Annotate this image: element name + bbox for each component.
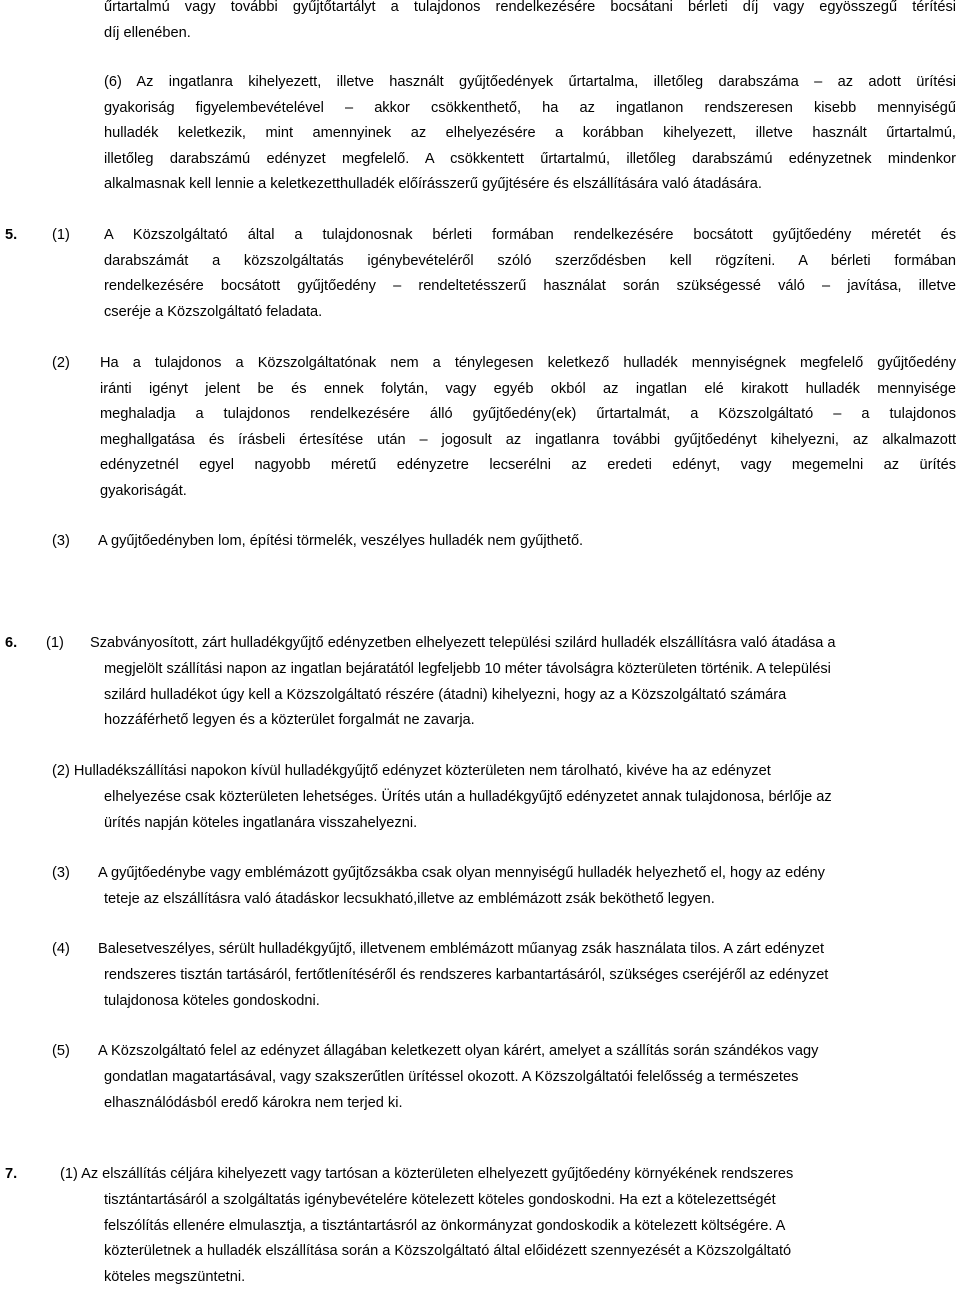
paragraph-label: (2) xyxy=(52,355,70,371)
paragraph-6-2 xyxy=(52,759,771,785)
text-line: Balesetveszélyes, sérült hulladékgyűjtő, illetvenem emblémázott műanyag zsák használata tilos. A zárt edényzet xyxy=(98,941,825,957)
section-number: 7. xyxy=(5,1166,18,1182)
text-line: (6) Az ingatlanra kihelyezett, illetve használt gyűjtőedények űrtartalma, illetőleg darabszáma – az adott ürítési xyxy=(104,74,956,90)
text-line: űrtartalmú vagy további gyűjtőtartályt a tulajdonos rendelkezésére bocsátani bérleti díj vagy egyösszegű térítési xyxy=(104,0,956,15)
text-line: illetőleg darabszámú edényzet megfelelő. A csökkentett űrtartalmú, illetőleg darabszámú edényzetnek mindenkor xyxy=(104,150,956,167)
text-line: iránti igényt jelent be és ennek folytán, vagy egyéb okból az ingatlan elé kirakott hulladék mennyisége xyxy=(100,380,956,397)
text-line: meghaladja a tulajdonos rendelkezésére álló gyűjtőedény(ek) űrtartalmát, a Közszolgáltató – a tulajdonos xyxy=(100,406,956,423)
text-line: edényzetnél egyel nagyobb méretű edényzetre lecserélni az eredeti edényt, vagy megemelni az ürítés xyxy=(100,457,956,474)
text-line: elhasználódásból eredő károkra nem terjed ki. xyxy=(104,1094,403,1111)
text-line: hozzáférhető legyen és a közterület forgalmát ne zavarja. xyxy=(104,712,475,729)
paragraph-6-2-cont xyxy=(104,785,832,836)
paragraph-6-5 xyxy=(98,1039,818,1065)
paragraph-5-3 xyxy=(98,529,583,555)
text-line: cseréje a Közszolgáltató feladata. xyxy=(104,303,323,320)
text-line: gondatlan magatartásával, vagy szakszerűtlen ürítéssel okozott. A Közszolgáltatói felelősség a természetes xyxy=(104,1069,799,1085)
paragraph-7-1 xyxy=(60,1162,793,1188)
paragraph-6-4-cont xyxy=(104,963,828,1014)
text-line: gyakoriság figyelembevételével – akkor csökkenthető, ha az ingatlanon rendszeresen kisebb mennyiségű xyxy=(104,99,956,116)
text-line: hulladék keletkezik, mint amennyinek az elhelyezésére a korábban kihelyezett, illetve használt űrtartalmú, xyxy=(104,125,956,142)
text-line: szilárd hulladékot úgy kell a Közszolgáltató részére (átadni) kihelyezni, hogy az a Közszolgáltató számára xyxy=(104,686,787,703)
text-line: köteles megszüntetni. xyxy=(104,1268,246,1285)
text-line: rendszeres tisztán tartásáról, fertőtlenítéséről és rendszeres karbantartásáról, szükséges cseréjéről az edényzet xyxy=(104,967,829,983)
text-line: (1) Az elszállítás céljára kihelyezett vagy tartósan a közterületen elhelyezett gyűjtőedény környékének rendszeres xyxy=(60,1166,794,1182)
text-line: darabszámát a közszolgáltatás igénybevételéről szóló szerződésben kell rögzíteni. A bérleti formában xyxy=(104,252,956,269)
paragraph-6-3-cont xyxy=(104,887,715,913)
text-line: (2) Hulladékszállítási napokon kívül hulladékgyűjtő edényzet közterületen nem tárolható, kivéve ha az edényzet xyxy=(52,763,771,779)
paragraph-5-1 xyxy=(104,223,956,325)
paragraph-5-2 xyxy=(100,351,956,505)
paragraph-7-1-cont xyxy=(104,1188,791,1290)
text-line: elhelyezése csak közterületen lehetséges. Ürítés után a hulladékgyűjtő edényzetet annak tulajdonosa, bérlője az xyxy=(104,789,832,805)
text-line: közterületnek a hulladék elszállítása során a Közszolgáltató által előidézett szennyezését a Közszolgáltató xyxy=(104,1243,792,1260)
paragraph-6-5-cont xyxy=(104,1065,798,1116)
paragraph-6-4 xyxy=(98,937,824,963)
text-line: A Közszolgáltató felel az edényzet állagában keletkezett olyan kárért, amelyet a szállítás során szándékos vagy xyxy=(98,1043,819,1059)
text-line: rendelkezésére bocsátott gyűjtőedény – rendeltetésszerű használat során szükségessé váló – javítása, illetve xyxy=(104,278,956,295)
text-line: gyakoriságát. xyxy=(100,482,187,499)
text-line: tisztántartásáról a szolgáltatás igénybevételére kötelezett köteles gondoskodni. Ha ezt a kötelezettségét xyxy=(104,1192,776,1208)
text-line: tulajdonosa köteles gondoskodni. xyxy=(104,992,320,1009)
paragraph-6-1 xyxy=(90,631,836,657)
text-line: teteje az elszállításra való átadáskor lecsukható,illetve az emblémázott zsák beköthető legyen. xyxy=(104,891,715,907)
text-line: A gyűjtőedényben lom, építési törmelék, veszélyes hulladék nem gyűjthető. xyxy=(98,533,584,549)
paragraph-label: (1) xyxy=(46,635,64,651)
text-line: meghallgatása és írásbeli értesítése után – jogosult az ingatlanra további gyűjtőedényt kihelyezni, az alkalmazott xyxy=(100,431,956,448)
text-line: megjelölt szállítási napon az ingatlan bejáratától legfeljebb 10 méter távolságra közterületen történik. A települési xyxy=(104,661,831,677)
text-line: felszólítás ellenére elmulasztja, a tisztántartásról az önkormányzat gondoskodik a kötelezett költségére. A xyxy=(104,1217,786,1234)
paragraph-label: (3) xyxy=(52,865,70,881)
paragraph-6-3 xyxy=(98,861,825,887)
section-number: 5. xyxy=(5,227,18,243)
paragraph-4-6 xyxy=(104,70,956,198)
text-line: díj ellenében. xyxy=(104,24,191,41)
paragraph-6-1-cont xyxy=(104,657,831,734)
paragraph-label: (3) xyxy=(52,533,70,549)
section-number: 6. xyxy=(5,635,18,651)
paragraph-label: (4) xyxy=(52,941,70,957)
paragraph-continuation xyxy=(104,0,956,46)
text-line: ürítés napján köteles ingatlanára visszahelyezni. xyxy=(104,814,418,831)
text-line: Ha a tulajdonos a Közszolgáltatónak nem a ténylegesen keletkező hulladék mennyiségnek megfelelő gyűjtőedény xyxy=(100,355,956,371)
paragraph-label: (5) xyxy=(52,1043,70,1059)
text-line: Szabványosított, zárt hulladékgyűjtő edényzetben elhelyezett települési szilárd hulladék elszállításra való átadása a xyxy=(90,635,836,651)
text-line: alkalmasnak kell lennie a keletkezetthulladék előírásszerű gyűjtésére és elszállítására való átadására. xyxy=(104,176,762,193)
paragraph-label: (1) xyxy=(52,227,70,243)
text-line: A Közszolgáltató által a tulajdonosnak bérleti formában rendelkezésére bocsátott gyűjtőedény méretét és xyxy=(104,227,956,243)
text-line: A gyűjtőedénybe vagy emblémázott gyűjtőzsákba csak olyan mennyiségű hulladék helyezhető el, hogy az edény xyxy=(98,865,825,881)
